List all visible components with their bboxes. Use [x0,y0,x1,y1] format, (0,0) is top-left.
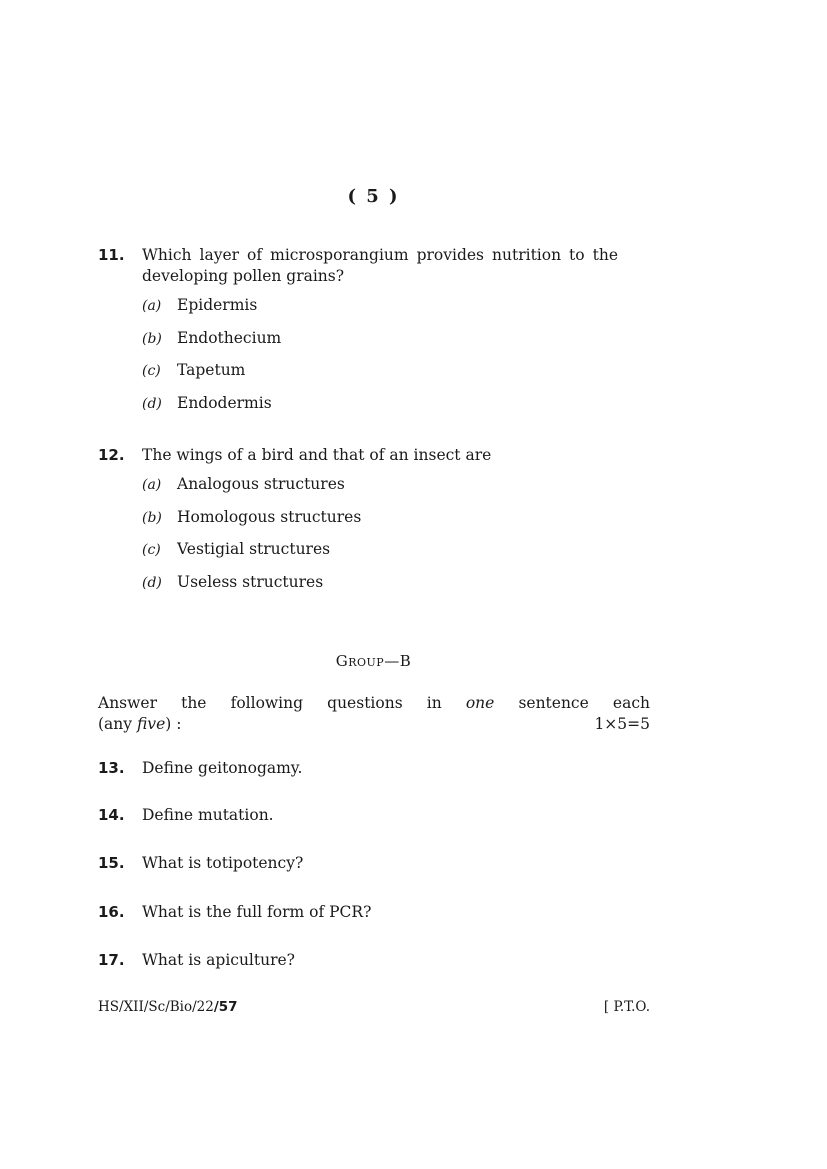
paper-code-text: HS/XII/Sc/Bio/22 [98,999,214,1015]
paper-code [98,999,238,1015]
option-text: Epidermis [177,296,258,314]
question-number: 12. [98,446,125,464]
please-turn-over: [ P.T.O. [603,999,650,1015]
instructions-any-five [98,714,181,735]
question-text: Define geitonogamy. [142,759,303,777]
option-12b [142,507,361,529]
option-label: (a) [142,477,162,493]
option-11c [142,360,245,382]
instruction-text: (any [98,715,137,733]
option-12a [142,474,345,496]
question-13 [98,758,302,779]
option-label: (b) [142,331,162,347]
option-text: Tapetum [177,361,246,379]
question-number: 11. [98,246,125,264]
question-16 [98,902,371,923]
option-11a [142,295,257,317]
option-text: Analogous structures [177,475,345,493]
instruction-word: Answer [98,694,157,712]
question-number: 16. [98,903,125,921]
option-label: (b) [142,510,162,526]
option-label: (d) [142,575,162,591]
section-instructions [98,693,650,735]
paper-code-number: /57 [213,999,238,1015]
option-12c [142,539,330,561]
question-text: Define mutation. [142,806,274,824]
option-11d [142,393,272,415]
option-text: Vestigial structures [177,540,331,558]
question-text: What is the full form of PCR? [142,903,372,921]
instruction-word: questions [327,694,403,712]
option-label: (d) [142,396,162,412]
instructions-line-2 [98,714,650,735]
option-11b [142,328,281,350]
instruction-word: sentence [518,694,589,712]
instruction-word: following [230,694,304,712]
instruction-emphasis: five [136,715,166,733]
question-text: What is totipotency? [142,854,304,872]
option-text: Endothecium [177,329,282,347]
section-heading-letter: B [399,652,412,670]
option-label: (c) [142,542,161,558]
question-number: 17. [98,951,125,969]
question-11 [98,245,618,287]
question-number: 15. [98,854,125,872]
question-14 [98,805,274,826]
option-label: (c) [142,363,161,379]
section-heading-dash: — [384,652,400,670]
question-15 [98,853,303,874]
option-text: Useless structures [177,573,324,591]
page-number: ( 5 ) [347,186,400,207]
option-label: (a) [142,298,162,314]
question-text: What is apiculture? [142,951,295,969]
instruction-word: one [465,694,495,712]
instruction-word: each [612,694,650,712]
instruction-word: in [426,694,442,712]
marks-allocation: 1×5=5 [594,715,650,733]
section-heading-prefix: Group [335,652,385,670]
question-12 [98,445,618,466]
option-text: Homologous structures [177,508,362,526]
option-text: Endodermis [177,394,272,412]
instruction-word: the [181,694,207,712]
instructions-line-1 [98,693,650,714]
question-number: 14. [98,806,125,824]
question-number: 13. [98,759,125,777]
question-text: Which layer of microsporangium provides nutrition to the developing pollen grains? [142,246,618,285]
question-text: The wings of a bird and that of an insect are [142,446,492,464]
question-17 [98,950,295,971]
option-12d [142,572,323,594]
instruction-text: ) : [165,715,182,733]
section-heading [0,652,747,670]
